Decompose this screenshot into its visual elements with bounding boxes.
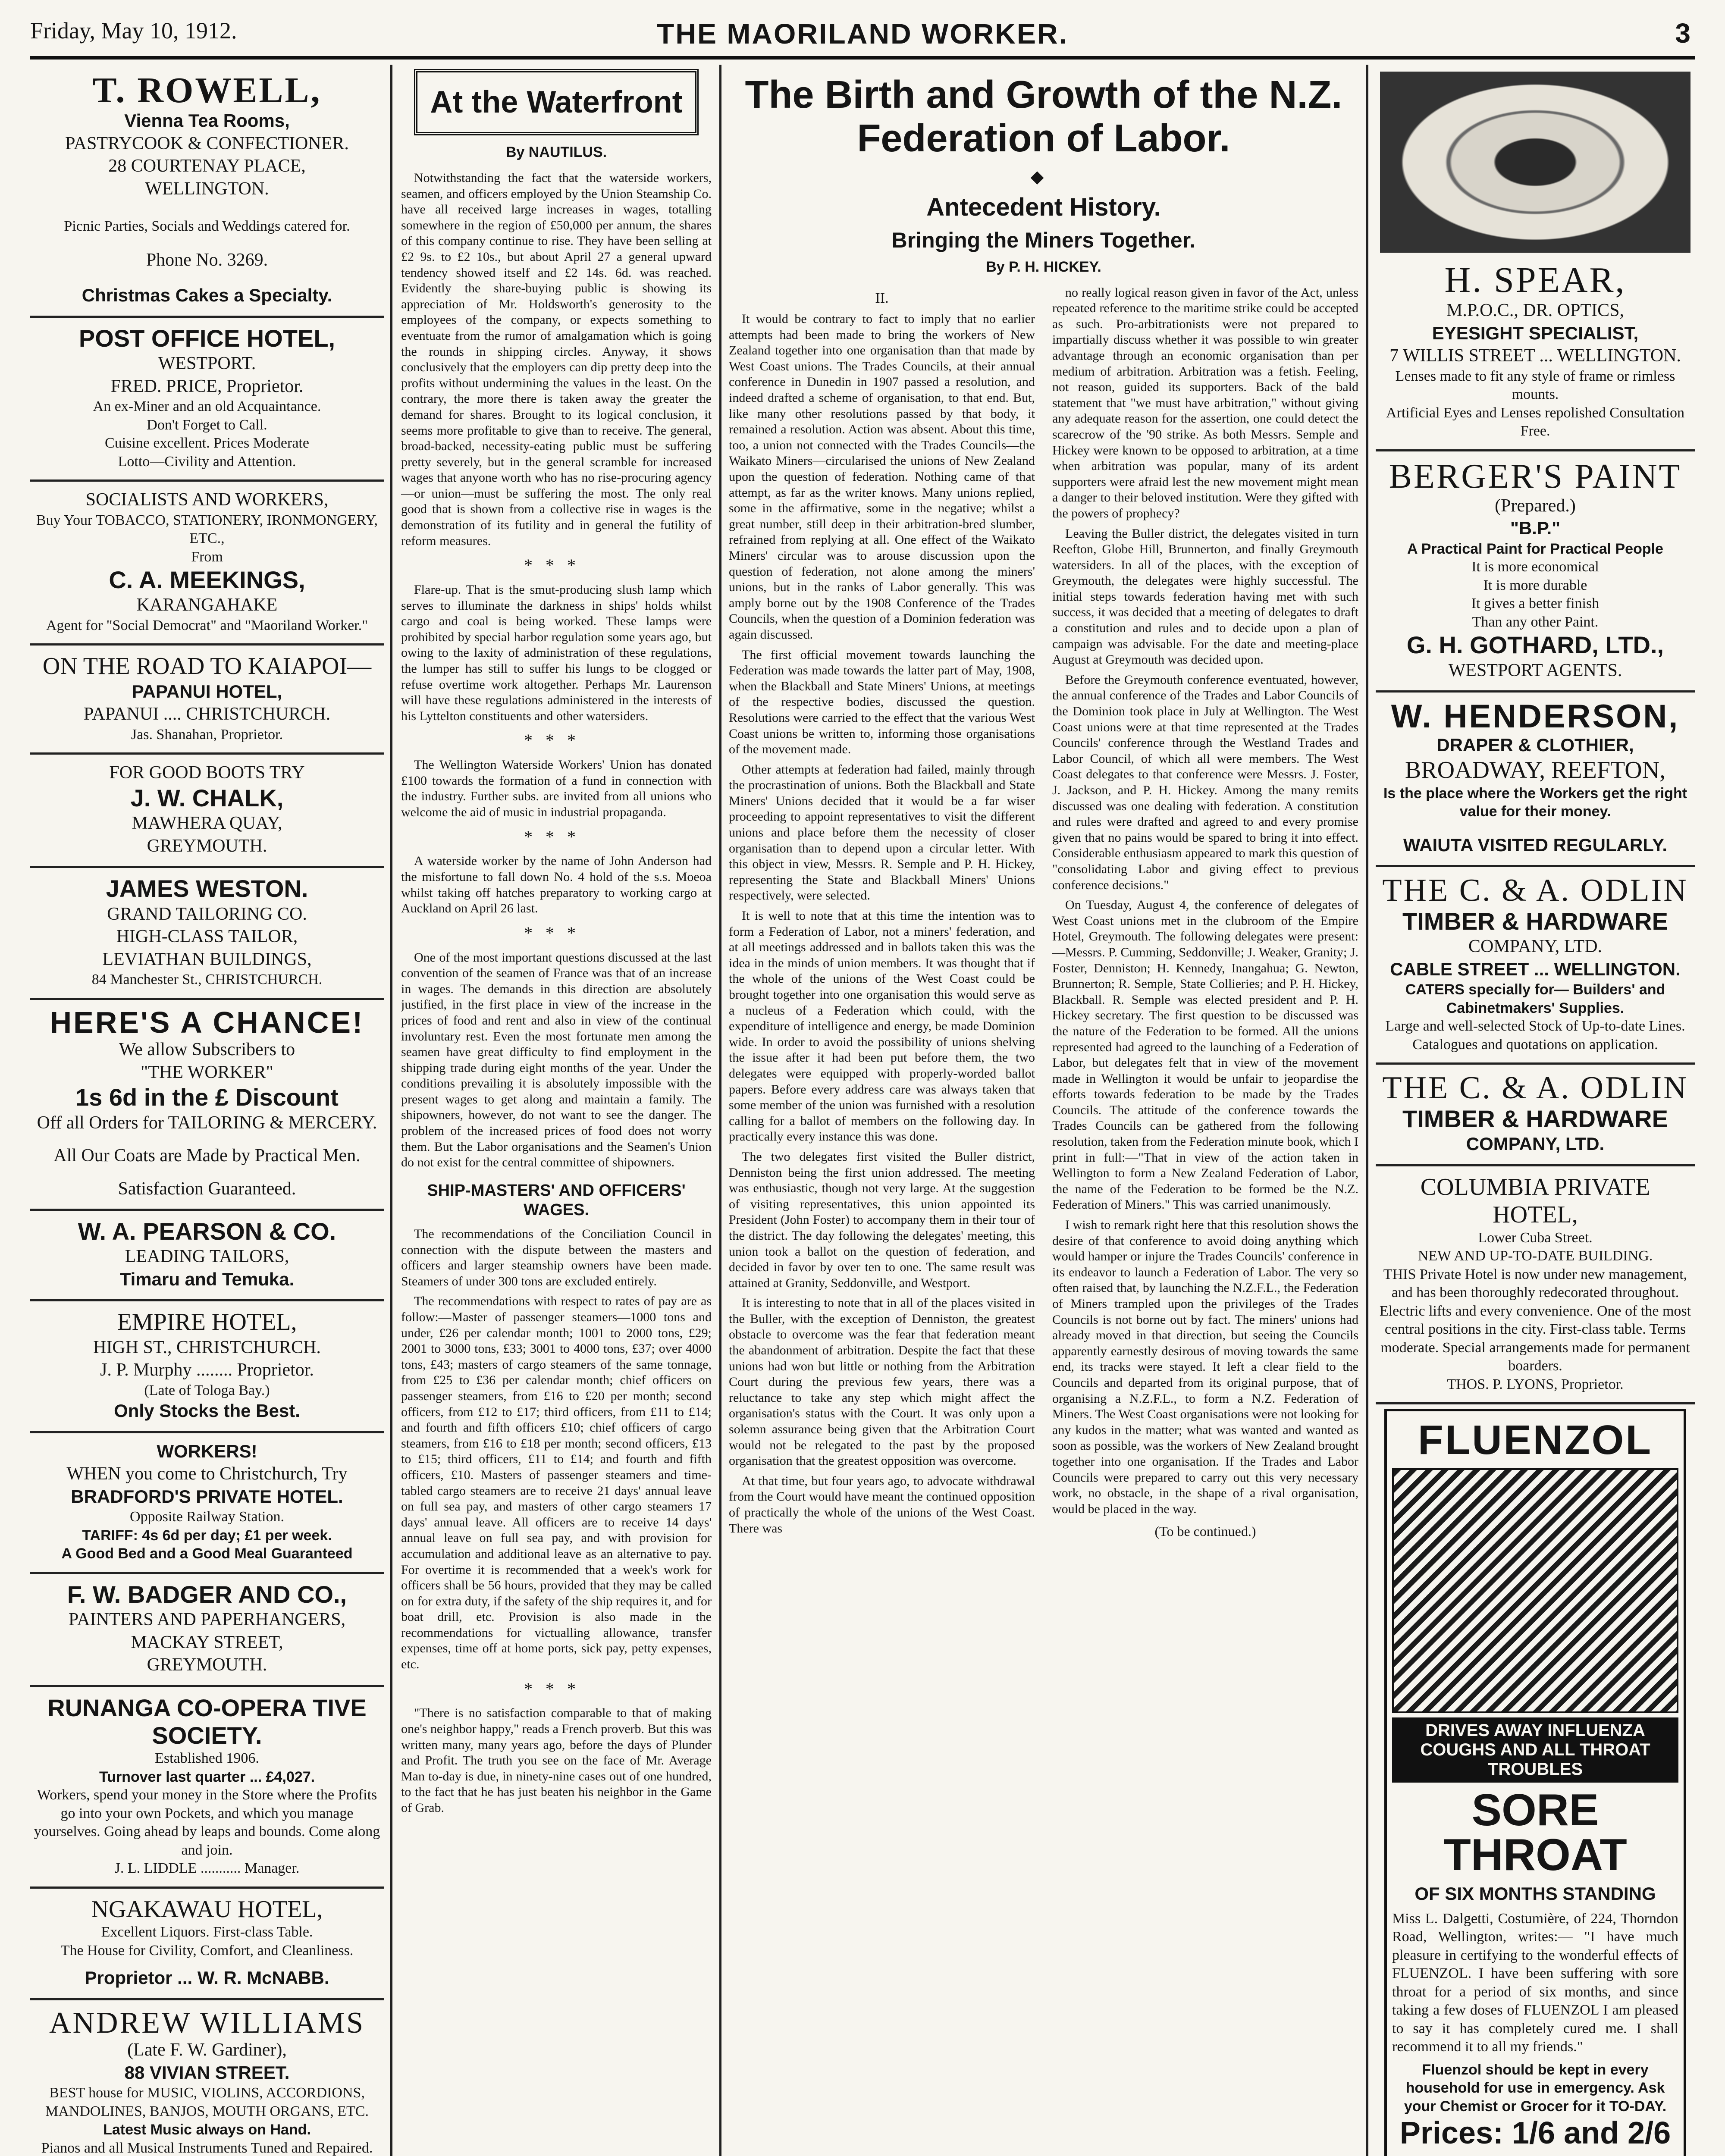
ad-line: BROADWAY, REEFTON, xyxy=(1405,757,1666,784)
column-rule xyxy=(390,65,392,2156)
ad-title: F. W. BADGER AND CO., xyxy=(67,1580,347,1608)
ad-line: LEVIATHAN BUILDINGS, xyxy=(102,949,312,969)
ad-line: J. L. LIDDLE ........... Manager. xyxy=(114,1860,300,1877)
ad-title: RUNANGA CO-OPERA TIVE SOCIETY. xyxy=(47,1694,367,1749)
ad-line: (Late F. W. Gardiner), xyxy=(127,2040,287,2060)
paragraph: The recommendations of the Conciliation Council in connection with the dispute between the masters and officers and larger steamship owners have been made. Steamers of under 300 tons are excluded entirely. xyxy=(401,1227,712,1288)
ad-line: GRAND TAILORING CO. xyxy=(107,904,307,924)
ad-line: Established 1906. xyxy=(155,1750,259,1767)
ad-title: COLUMBIA PRIVATE HOTEL, xyxy=(1420,1173,1650,1228)
ad-line: WESTPORT AGENTS. xyxy=(1448,660,1622,680)
section-separator: *** xyxy=(524,827,589,846)
paragraph: no really logical reason given in favor of the Act, unless repeated reference to the maritime strike could be accepted as such. Pro-arbitrationists were not prepared to impartially discuss whether it was possible to win greater advantage through an economic organisation than per medium of arbitration. Arbitration was a fetish. Feeling, not reason, guided its supporters. Back of the bald statement that "we must have arbitration," without giving any adequate reason for the assertion, one could detect the scarecrow of the '90 strike. As both Messrs. Semple and Hickey were known to be opposed to arbitration, at a time when arbitration was popular, many of its ardent supporters were afraid lest the new movement might mean a danger to their beloved institution. Were they gifted with the powers of prophecy? xyxy=(1052,285,1358,520)
ad-title: BERGER'S PAINT xyxy=(1389,457,1682,495)
ad-post-office-hotel xyxy=(30,318,384,482)
paragraph: On Tuesday, August 4, the conference of delegates of West Coast unions met in the clubroom of the Empire Hotel, Greymouth. The following delegates were present:—Messrs. P. Cumming, Seddonville; J. Weaker, Granity; J. Foster, Denniston; H. Kennedy, Inangahua; G. Newton, Brunnerton; R. Semple, State Collieries; and P. H. Hickey, Blackball. R. Semple was elected president and P. H. Hickey secretary. The first question to be discussed was the nature of the Federation to be formed. All the unions represented had agreed to the launching of a Federation of Labor, but delegates felt that in view of the movement made in Wellington it would be unfair to jeopardise the efforts towards federation to be made by the Trades Councils. The attitude of the conference towards the Trades Councils can be gathered from the following resolution, taken from the Federation minute book, which I print in full:—"That in view of the action taken in Wellington to form a New Zealand Federation of Labor, the name of the Federation to be formed be the N.Z. Federation of Miners." This was carried unanimously. xyxy=(1052,898,1358,1212)
ad-line: Lenses made to fit any style of frame or rimless mounts. xyxy=(1395,368,1675,403)
ad-line: TIMBER & HARDWARE xyxy=(1402,907,1668,935)
ad-line: THIS Private Hotel is now under new management, and has been thoroughly redecorated throughout. Electric lifts and every convenience. One of the most central positions in the city. First-class table. Terms moderate. Special arrangements made for permanent boarders. xyxy=(1379,1266,1691,1374)
ad-line: HIGH-CLASS TAILOR, xyxy=(116,927,298,947)
ad-line: Buy Your TOBACCO, STATIONERY, IRONMONGERY, ETC., xyxy=(36,512,378,547)
ad-chalk xyxy=(30,755,384,868)
ad-title: THE C. & A. ODLIN xyxy=(1382,1070,1688,1106)
ad-line: HIGH ST., CHRISTCHURCH. xyxy=(93,1337,321,1357)
paragraph: One of the most important questions discussed at the last convention of the seamen of France was that of an increase in wages. The demands in this direction are absolutely justified, in the first place in view of the increase in the prices of food and rent and also in view of the continual involuntary rest. Even the most fortunate men among the seamen have great difficulty to find employment in the shipping trade during eight months of the year. Under the conditions prevailing it is absolutely impossible with the present wages to get along and maintain a family. The shipowners, however, do not want to see the danger. The problem of the increased prices of food does not worry them. But the Labor organisations and the Seamen's Union do not exist for the central committee of shipowners. xyxy=(401,950,712,1170)
ad-line: Lower Cuba Street. xyxy=(1478,1229,1593,1246)
ad-runanga xyxy=(30,1687,384,1889)
ad-line: Don't Forget to Call. xyxy=(147,417,267,433)
waterfront-title: At the Waterfront xyxy=(414,69,699,135)
paragraph: The two delegates first visited the Buller district, Denniston being the first union addressed. The meeting was enthusiastic, though not very large. At the suggestion of visiting representatives, this union appointed its President (John Foster) to accompany them in their tour of the district. The day following the delegates' meeting, this union took a ballot on the question of federation, and decided in favor by over ten to one. The same result was attained at Granity, Seddonville, and Westport. xyxy=(729,1149,1035,1290)
ad-line: Only Stocks the Best. xyxy=(114,1401,300,1421)
ad-columbia-hotel xyxy=(1376,1166,1695,1404)
feature-column xyxy=(729,65,1358,2156)
ad-line: Large and well-selected Stock of Up-to-date Lines. xyxy=(1385,1018,1685,1034)
ad-line: Artificial Eyes and Lenses repolished Consultation Free. xyxy=(1386,404,1685,439)
ad-line: WESTPORT. xyxy=(158,354,256,374)
ad-line: J. P. Murphy ........ Proprietor. xyxy=(100,1360,314,1380)
ad-line: 84 Manchester St., CHRISTCHURCH. xyxy=(91,971,323,988)
ad-title: POST OFFICE HOTEL, xyxy=(78,324,336,352)
ad-line: Proprietor ... W. R. McNABB. xyxy=(85,1968,329,1988)
ad-line: Is the place where the Workers get the right value for their money. xyxy=(1383,785,1687,820)
ad-line: Christmas Cakes a Specialty. xyxy=(82,285,332,306)
ad-line: Fluenzol should be kept in every household for use in emergency. Ask your Chemist or Grocer for it TO-DAY. xyxy=(1404,2061,1667,2115)
ad-line: KARANGAHAKE xyxy=(136,595,278,615)
ad-line: Vienna Tea Rooms, xyxy=(124,110,290,131)
ad-line: COMPANY, LTD. xyxy=(1466,1134,1605,1154)
paragraph: The recommendations with respect to rates of pay are as follow:—Master of passenger steamers—1000 tons and under, £26 per calendar month; 1001 to 2000 tons, £29; 2001 to 3000 tons, £33; 3001 to 4000 tons, £37; over 4000 tons, £43; masters of cargo steamers of the same tonnage, from £25 to £36 per calendar month; chief officers on passenger steamers, from £16 to £20 per month; second officers, from £12 to £17; third officers, from £11 to £14; and fourth and fifth officers £10; chief officers of cargo steamers, from £16 to £18 per month; second officers, £13 to £15; third officers, £11 to £14; and fourth and fifth officers, £10. Masters of passenger steamers and time-tabled cargo steamers are to receive 21 days' annual leave on full sea pay, and masters of other cargo steamers 17 days' annual leave. All officers are to receive 14 days' annual leave on full sea pay, and with provision for accumulation and additional leave as an alternative to pay. For overtime it is recommended that a week's work for officers shall be 56 hours, provided that they may be called on for extra duty, if the safety of the ship requires it, and for boat drill, etc. Provision is also made in the recommendations for victualling allowance, transfer expenses, time off at home ports, sick pay, petty expenses, etc. xyxy=(401,1294,712,1672)
ad-banner: DRIVES AWAY INFLUENZA COUGHS AND ALL THROAT TROUBLES xyxy=(1392,1717,1678,1783)
ad-henderson xyxy=(1376,693,1695,867)
ad-line: We allow Subscribers to xyxy=(119,1040,295,1060)
ad-title: H. SPEAR, xyxy=(1444,260,1626,300)
ad-line: CATERS specially for— Builders' and Cabinetmakers' Supplies. xyxy=(1405,981,1665,1016)
paragraph: Before the Greymouth conference eventuated, however, the annual conference of the Trades and Labor Councils of the Dominion took place in July at Wellington. The West Coast unions were at that time represented at the Trades Councils' conference through the Westland Trades and Labor Council, of which all were members. The West Coast delegates to that conference were Messrs. J. Foster, J. Jackson, and P. H. Hickey. Among the many remits discussed was one dealing with federation. A constitution and rules were drafted and agreed to and every promise given that no pains would be spared to bring it into effect. Considerable enthusiasm appeared to mark this question of "consolidating Labor and giving effect to previous conference decisions." xyxy=(1052,672,1358,892)
fluenzol-illustration xyxy=(1392,1468,1678,1713)
ad-line: GREYMOUTH. xyxy=(147,1655,267,1675)
feature-subheading: Bringing the Miners Together. xyxy=(891,228,1196,252)
section-separator: *** xyxy=(524,730,589,750)
ad-line: TIMBER & HARDWARE xyxy=(1402,1105,1668,1133)
ad-badger xyxy=(30,1574,384,1687)
newspaper-title: THE MAORILAND WORKER. xyxy=(657,18,1068,50)
ad-title: ON THE ROAD TO KAIAPOI— xyxy=(42,653,372,680)
ad-line: Jas. Shanahan, Proprietor. xyxy=(131,726,283,743)
feature-byline: By P. H. HICKEY. xyxy=(986,258,1101,275)
ad-line: Cuisine excellent. Prices Moderate xyxy=(105,435,309,451)
ad-title: JAMES WESTON. xyxy=(106,875,308,903)
paragraph: Notwithstanding the fact that the waterside workers, seamen, and officers employed by the Union Steamship Co. have all received large increases in wages, totalling somewhere in the region of £50,000 per annum, the shares of this company continue to rise. They have been selling at £2 9s. to £2 10s., but about April 27 a general upward tendency showed itself and £2 14s. 6d. was reached. Evidently the share-buying public is showing its appreciation of Mr. Holdsworth's generosity to the employees of the company, or expects something to eventuate from the rumor of amalgamation which is going the rounds in shipping circles. Anyway, it shows conclusively that the employers can dip pretty deep into the profits without undermining the values in the least. On the contrary, the more there is taken away the greater the demand for shares. Brought to its logical conclusion, it seems more profitable to give than to receive. The general, broad-backed, necessity-eating public must be suffering pretty severely, but in the general scramble for increased wages that anyone worth who has no rise-procuring agency—or union—must be suffering the most. The only real good that is shown from a collective rise in wages is the demonstration of its futility and in general the futility of reform measures. xyxy=(401,171,712,548)
waterfront-article xyxy=(401,170,712,1816)
wages-subhead: SHIP-MASTERS' AND OFFICERS' WAGES. xyxy=(427,1181,686,1219)
paragraph: Leaving the Buller district, the delegates visited in turn Reefton, Globe Hill, Brunnerton, and finally Greymouth watersiders. In all of the places, with the exception of Greymouth, the delegates were highly successful. The initial steps towards federation having met with such success, it was decided that a meeting of delegates to draft a constitution and rules and to decide upon a plan of campaign was advisable. For the date and meeting-place August at Greymouth was decided upon. xyxy=(1052,526,1358,667)
ad-title: W. HENDERSON, xyxy=(1391,698,1680,735)
paragraph: A waterside worker by the name of John Anderson had the misfortune to fall down No. 4 hold of the s.s. Moeoa whilst taking off hatches preparatory to working cargo at Auckland on April 26 last. xyxy=(401,854,712,916)
masthead xyxy=(30,9,1695,60)
ad-line: A Practical Paint for Practical People xyxy=(1407,540,1663,557)
ad-title: ANDREW WILLIAMS xyxy=(49,2006,365,2040)
ad-line: Agent for "Social Democrat" and "Maoriland Worker." xyxy=(46,617,368,633)
ad-title: NGAKAWAU HOTEL, xyxy=(91,1896,323,1923)
ad-title: FOR GOOD BOOTS TRY xyxy=(109,763,305,783)
advertisement-column-left xyxy=(30,65,384,2156)
ad-name: C. A. MEEKINGS, xyxy=(109,566,305,594)
ad-line: An ex-Miner and an old Acquaintance. xyxy=(93,398,321,415)
ad-odlin xyxy=(1376,867,1695,1065)
ad-bergers-paint xyxy=(1376,451,1695,693)
ad-line: WHEN you come to Christchurch, Try xyxy=(66,1464,348,1484)
ad-line: BEST house for MUSIC, VIOLINS, ACCORDIONS, MANDOLINES, BANJOS, MOUTH ORGANS, ETC. xyxy=(45,2085,369,2119)
ad-name: PAPANUI HOTEL, xyxy=(132,681,282,702)
paragraph: "There is no satisfaction comparable to that of making one's neighbor happy," reads a French proverb. But this was written many, many years ago, before the days of Plunder and Profit. The truth you see on the face of Mr. Average Man to-day is due, in ninety-nine cases out of one hundred, to the fact that he has just beaten his neighbor in the Game of Grab. xyxy=(401,1706,712,1815)
feature-right-column xyxy=(1052,285,1358,2156)
headline-ornament: ◆ xyxy=(1030,166,1057,186)
ad-line: COMPANY, LTD. xyxy=(1468,937,1603,957)
ad-line: TARIFF: 4s 6d per day; £1 per week. xyxy=(82,1527,332,1544)
ad-title: W. A. PEARSON & CO. xyxy=(78,1218,336,1245)
ad-meekings xyxy=(30,482,384,646)
part-numeral: II. xyxy=(875,290,889,306)
paragraph: Other attempts at federation had failed, mainly through the procrastination of unions. Both the Blackball and State Miners' Unions decided that it would be a far wiser proceeding to appoint representatives to visit the different unions and place before them the necessity of closer organisation than to depend upon a circular letter. With this object in view, Messrs. R. Semple and P. H. Hickey, representing the State and Blackball Miners' Unions respectively, were selected. xyxy=(729,762,1035,903)
ad-line: Than any other Paint. xyxy=(1472,614,1599,630)
ad-bradford-hotel xyxy=(30,1433,384,1574)
ad-title: SOCIALISTS AND WORKERS, xyxy=(85,490,329,510)
ad-headline: SORE THROAT xyxy=(1443,1785,1627,1880)
ad-line: WELLINGTON. xyxy=(145,179,269,199)
paragraph: It is interesting to note that in all of the places visited in the Buller, with the exception of Denniston, the greatest obstacle to overcome was the fear that federation meant the abandonment of arbitration. Despite the fact that these unions had won but little or nothing from the Arbitration Court during the previous few years, there was a reluctance to take any step which might affect the organisation's status with the Court. It was only upon a solemn assurance being given that the Arbitration Court would not be relegated to the past by the proposed organisation that the greatest opposition was overcome. xyxy=(729,1296,1035,1468)
ad-papanui-hotel xyxy=(30,646,384,755)
ad-line: "B.P." xyxy=(1510,518,1561,539)
ad-testimonial: Miss L. Dalgetti, Costumière, of 224, Thorndon Road, Wellington, writes:— "I have much pleasure in certifying to the wonderful effects of FLUENZOL. I have been suffering with sore throat for a period of six months, and since taking a few doses of FLUENZOL I am pleased to say it has completely cured me. I shall recommend it to all my friends." xyxy=(1392,1910,1678,2055)
paragraph: Flare-up. That is the smut-producing slush lamp which serves to illuminate the darkness in ships' holds whilst cargo and coal is being worked. These lamps were prohibited by special harbor regulation some years ago, but owing to the laxity of administration of these regulations, the lumper has still to suffer his lungs to be clogged or refuse overtime work altogether. Perhaps Mr. Laurenson will have these regulations administered in the interests of his Lyttelton constituents and other watersiders. xyxy=(401,583,712,723)
ad-line: A Good Bed and a Good Meal Guaranteed xyxy=(61,1545,353,1562)
ad-name: J. W. CHALK, xyxy=(130,784,284,812)
feature-subheading: Antecedent History. xyxy=(926,193,1161,221)
ad-line: Pianos and all Musical Instruments Tuned and Repaired. xyxy=(41,2140,373,2156)
ad-line: Timaru and Temuka. xyxy=(119,1269,295,1289)
ad-line: (Prepared.) xyxy=(1495,495,1576,516)
ad-line: NEW AND UP-TO-DATE BUILDING. xyxy=(1418,1248,1653,1264)
ad-fluenzol xyxy=(1384,1409,1686,2156)
ad-prices: Prices: 1/6 and 2/6 xyxy=(1399,2116,1671,2151)
ad-line: WAIUTA VISITED REGULARLY. xyxy=(1403,834,1668,855)
ad-line: Off all Orders for TAILORING & MERCERY. xyxy=(37,1112,377,1133)
section-separator: *** xyxy=(524,555,589,575)
ad-line: 28 COURTENAY PLACE, xyxy=(108,156,306,176)
ad-andrew-williams xyxy=(30,2000,384,2156)
ad-title: THE C. & A. ODLIN xyxy=(1382,873,1688,909)
ad-line: Excellent Liquors. First-class Table. xyxy=(101,1924,313,1940)
section-separator: *** xyxy=(524,1679,589,1698)
column-rule xyxy=(719,65,721,2156)
paragraph: It would be contrary to fact to imply that no earlier attempts had been made to bring the workers of New Zealand together into one organisation than that made by West Coast unions. The Trades Councils, at their annual conference in Dunedin in 1907 passed a resolution, and indeed drafted a scheme of organisation, to that end. But, like many other resolutions passed by that body, it remained a resolution. Action was absent. About this time, too, a union not connected with the Trades Councils—the Waikato Miners—circularised the unions of New Zealand upon the question of federation. Nothing came of that attempt, as far as the writer knows. Many unions replied, some in the affirmative, some in the negative; whilst a great number, still deep in their arbitration-bred slumber, refrained from replying at all. One effect of the Waikato Miners' circular was to arouse discussion upon the question of federation, not alone among the miners' unions, but in the ranks of Labor generally. This was amply borne out by the 1908 Conference of the Trades Councils, when the question of a Dominion federation was again discussed. xyxy=(729,312,1035,642)
ad-line: OF SIX MONTHS STANDING xyxy=(1414,1883,1656,1904)
ad-line: 88 VIVIAN STREET. xyxy=(124,2062,290,2083)
ad-line: LEADING TAILORS, xyxy=(125,1247,289,1267)
ad-odlin-repeat xyxy=(1376,1065,1695,1166)
feature-headline: The Birth and Growth of the N.Z. Federation of Labor. xyxy=(745,73,1342,160)
ad-chance xyxy=(30,1000,384,1211)
ad-line: "THE WORKER" xyxy=(141,1062,273,1082)
paragraph: The first official movement towards launching the Federation was made towards the latter part of May, 1908, when the Blackball and State Miners' Unions, at meetings of the respective bodies, discussed the question. Resolutions were carried to the effect that the various West Coast unions be written to, informing those organisations of the movement made. xyxy=(729,647,1035,757)
feature-left-column xyxy=(729,285,1035,2156)
ad-title: EMPIRE HOTEL, xyxy=(117,1309,297,1336)
ad-weston xyxy=(30,868,384,1000)
waterfront-byline: By NAUTILUS. xyxy=(505,144,607,160)
ad-ngakawau-hotel xyxy=(30,1889,384,2000)
ad-line: Workers, spend your money in the Store where the Profits go into your own Pockets, and which you manage yourselves. Going ahead by leaps and bounds. Come along and join. xyxy=(34,1787,380,1858)
paragraph: The Wellington Waterside Workers' Union has donated £100 towards the formation of a fund in connection with the industry. Further subs. are invited from all unions who welcome the aid of music in industrial propaganda. xyxy=(401,758,712,819)
page-number: 3 xyxy=(1675,18,1690,49)
ad-title: HERE'S A CHANCE! xyxy=(50,1005,364,1039)
paragraph: At that time, but four years ago, to advocate withdrawal from the Court would have meant the continued opposition of practically the whole of the unions of the West Coast. There was xyxy=(729,1473,1035,1536)
section-separator: *** xyxy=(524,923,589,943)
ad-title: T. ROWELL, xyxy=(92,70,322,110)
column-rule xyxy=(1366,65,1368,2156)
ad-pearson xyxy=(30,1211,384,1301)
ad-title: WORKERS! xyxy=(157,1441,257,1461)
ad-line: PASTRYCOOK & CONFECTIONER. xyxy=(65,133,349,154)
paragraph: It is well to note that at this time the intention was to form a Federation of Labor, not a miners' federation, and at all meetings addressed and in ballots taken this was the idea in the minds of union members. It was thought that if the whole of the unions of the West Coast could be brought together into one organisation this would serve as a nucleus of a Federation which could, with the expenditure of intelligence and energy, be made Dominion wide. In order to avoid the possibility of unions shelving the issue after it had been put before them, the two delegates were equipped with properly-worded ballot papers. Before every address care was always taken that some member of the union was furnished with a resolution calling for a ballot of members on the following day. In practically every instance this was done. xyxy=(729,909,1035,1144)
ad-line: 1s 6d in the £ Discount xyxy=(75,1084,339,1111)
ad-line: Lotto—Civility and Attention. xyxy=(118,453,296,470)
issue-date: Friday, May 10, 1912. xyxy=(30,18,237,44)
ad-line: Satisfaction Guaranteed. xyxy=(118,1178,296,1199)
ad-title: FLUENZOL xyxy=(1418,1417,1653,1463)
ad-line: It is more economical xyxy=(1471,559,1599,575)
ad-line: DRAPER & CLOTHIER, xyxy=(1436,734,1634,755)
ad-line: It is more durable xyxy=(1483,577,1587,593)
ad-line: PAPANUI .... CHRISTCHURCH. xyxy=(83,704,331,724)
eye-illustration xyxy=(1380,72,1690,253)
ad-empire-hotel xyxy=(30,1301,384,1433)
ad-line: All Our Coats are Made by Practical Men. xyxy=(53,1146,361,1166)
ad-spear-optician xyxy=(1376,65,1695,451)
feature-article xyxy=(729,285,1358,2156)
ad-rowell xyxy=(30,65,384,318)
ad-line: Picnic Parties, Socials and Weddings catered for. xyxy=(64,218,350,235)
ad-line: FRED. PRICE, Proprietor. xyxy=(110,376,304,396)
ad-line: PAINTERS AND PAPERHANGERS, xyxy=(68,1610,346,1630)
ad-name: G. H. GOTHARD, LTD., xyxy=(1406,631,1664,659)
ad-line: From xyxy=(191,548,223,565)
waterfront-column xyxy=(401,65,712,2156)
ad-phone: Phone No. 3269. xyxy=(146,250,268,270)
ad-line: EYESIGHT SPECIALIST, xyxy=(1432,323,1639,343)
ad-line: CABLE STREET ... WELLINGTON. xyxy=(1390,959,1681,979)
ad-line: The House for Civility, Comfort, and Cleanliness. xyxy=(60,1942,354,1959)
ad-line: Opposite Railway Station. xyxy=(130,1509,284,1525)
ad-line: Latest Music always on Hand. xyxy=(103,2122,311,2138)
ad-line: MACKAY STREET, xyxy=(131,1632,283,1652)
ad-line: GREYMOUTH. xyxy=(147,836,267,856)
ad-line: (Late of Tologa Bay.) xyxy=(144,1382,270,1398)
ad-line: Catalogues and quotations on application. xyxy=(1412,1036,1658,1053)
ad-line: 7 WILLIS STREET ... WELLINGTON. xyxy=(1389,346,1681,366)
ad-line: It gives a better finish xyxy=(1471,595,1600,612)
to-be-continued: (To be continued.) xyxy=(1154,1523,1256,1539)
ad-name: BRADFORD'S PRIVATE HOTEL. xyxy=(71,1486,343,1507)
ad-line: M.P.O.C., DR. OPTICS, xyxy=(1446,301,1624,321)
ad-line: MAWHERA QUAY, xyxy=(132,813,282,834)
ad-line: Turnover last quarter ... £4,027. xyxy=(99,1768,315,1785)
advertisement-column-right xyxy=(1376,65,1695,2156)
paragraph: I wish to remark right here that this resolution shows the desire of that conference to avoid doing anything which would hamper or injure the Trades Councils' conference in its endeavor to launch a Federation of Labor. The very so often raised that, by launching the N.Z.F.L., the Federation of Miners trampled upon the privileges of the Trades Councils is not borne out by fact. The miners' unions had already moved in that direction, but seeing the Councils apparently earnestly desirous of moving towards the same end, its tracks were stayed. It left a clear field to the Councils and departed from its original purpose, that of organising a N.Z.F.L., to form a N.Z. Federation of Miners. The West Coast organisations were not looking for any kudos in the matter; what was wanted and wanted as soon as possible, was the workers of New Zealand brought together into one organisation. If the Trades and Labor Councils were prepared to carry out this very necessary work, no obstacle, in the shape of a rival organisation, would be placed in the way. xyxy=(1052,1218,1358,1516)
ad-line: THOS. P. LYONS, Proprietor. xyxy=(1447,1376,1624,1392)
